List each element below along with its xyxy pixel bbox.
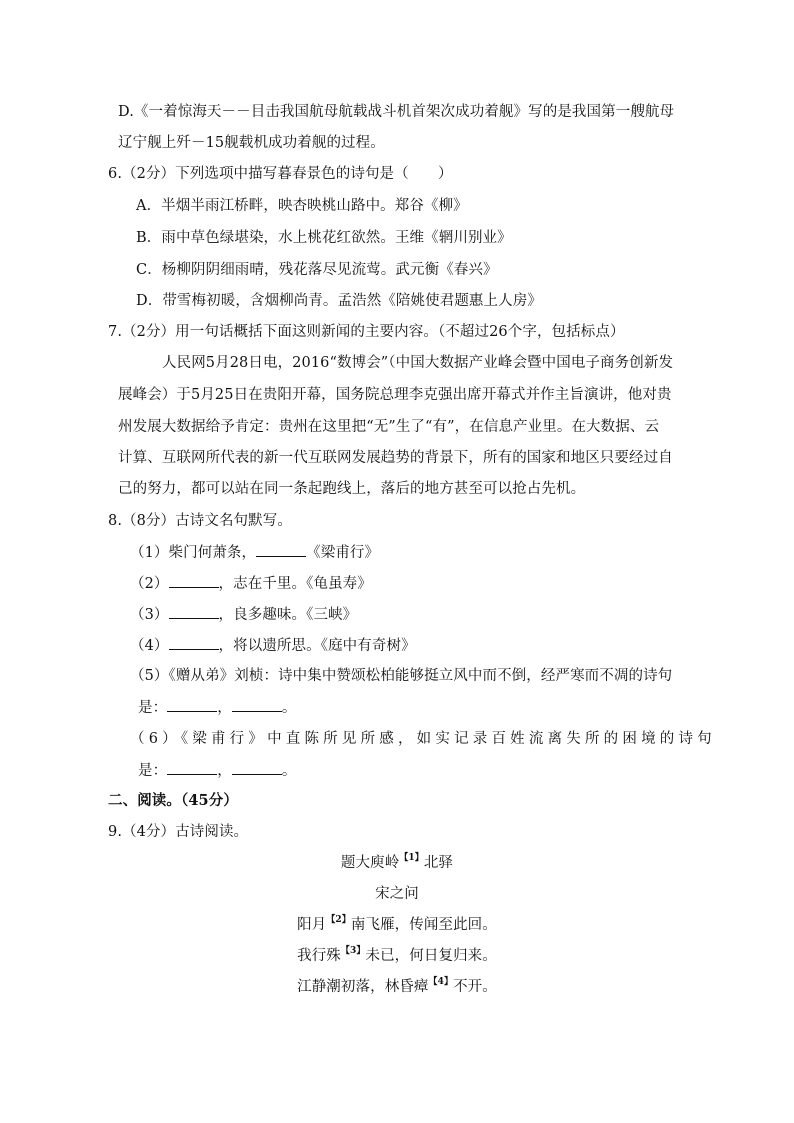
poem-line-3: 江静潮初落，林昏瘴$^{【4】}$不开。 [297,977,497,995]
q6-option-a: A．半烟半雨江桥畔，映杏映桃山路中。郑谷《柳》 [136,198,468,214]
q8-item-1: （1）柴门何萧条， 《梁甫行》 [130,542,379,563]
footnote-marker: 【4】 [428,977,454,987]
poem-title: 题大庾岭$^{【1】}$北驿 [340,853,454,871]
q5-option-d-line2: 辽宁舰上歼－15舰载机成功着舰的过程。 [118,135,385,151]
q6-stem: 6.（2分）下列选项中描写暮春景色的诗句是（ ） [108,166,453,182]
answer-blank[interactable] [256,542,306,557]
q8-item-6-line2: 是： ， 。 [138,760,296,781]
q6-option-b: B．雨中草色绿堪染，水上桃花红欲然。王维《辋川别业》 [136,230,512,246]
q7-news-line1: 人民网5月28日电，2016“数博会”（中国大数据产业峰会暨中国电子商务创新发 [162,355,674,371]
answer-blank[interactable] [232,760,282,775]
q8-item-5-line1: （5）《赠从弟》刘桢：诗中集中赞颂松柏能够挺立风中而不倒，经严寒而不凋的诗句 [130,668,673,684]
q7-stem: 7.（2分）用一句话概括下面这则新闻的主要内容。（不超过26个字，包括标点） [108,324,625,340]
answer-blank[interactable] [167,697,217,712]
q8-stem: 8.（8分）古诗文名句默写。 [108,513,292,529]
answer-blank[interactable] [169,635,219,650]
q7-news-line5: 己的努力，都可以站在同一条起跑线上，落后的地方甚至可以抢占先机。 [118,481,586,497]
footnote-marker: 【1】 [399,853,424,863]
answer-blank[interactable] [232,697,282,712]
poem-line-1: 阳月$^{【2】}$南飞雁，传闻至此回。 [297,915,497,933]
q6-option-c: C．杨柳阴阴细雨晴，残花落尽见流莺。武元衡《春兴》 [136,262,498,278]
q9-stem: 9.（4分）古诗阅读。 [108,824,249,840]
poem-line-2: 我行殊$^{【3】}$未已，何日复归来。 [297,946,497,964]
q5-option-d-line1: D.《一着惊海天－－目击我国航母航载战斗机首架次成功着舰》写的是我国第一艘航母 [118,104,675,120]
q7-news-line2: 展峰会）于5月25日在贵阳开幕，国务院总理李克强出席开幕式并作主旨演讲，他对贵 [118,387,672,403]
q8-item-6-line1: （6）《梁甫行》中直陈所见所感，如实记录百姓流离失所的困境的诗句 [130,731,716,747]
q7-news-line4: 计算、互联网所代表的新一代互联网发展趋势的背景下，所有的国家和地区只要经过自 [118,450,673,466]
poem-author: 宋之问 [375,886,419,902]
section-2-heading: 二、阅读。（45分） [108,792,238,809]
q8-item-2: （2） ，志在千里。《龟虽寿》 [130,573,372,594]
q8-item-4: （4） ，将以遗所思。《庭中有奇树》 [130,635,416,656]
answer-blank[interactable] [167,760,217,775]
footnote-marker: 【2】 [326,915,351,925]
q8-item-5-line2: 是： ， 。 [138,697,296,718]
answer-blank[interactable] [169,604,219,619]
q8-item-3: （3） ，良多趣味。《三峡》 [130,604,357,625]
answer-blank[interactable] [169,573,219,588]
q6-option-d: D．带雪梅初暖，含烟柳尚青。孟浩然《陪姚使君题惠上人房》 [136,293,542,309]
footnote-marker: 【3】 [340,946,366,956]
q7-news-line3: 州发展大数据给予肯定：贵州在这里把“无”生了“有”，在信息产业里。在大数据、云 [118,419,660,435]
